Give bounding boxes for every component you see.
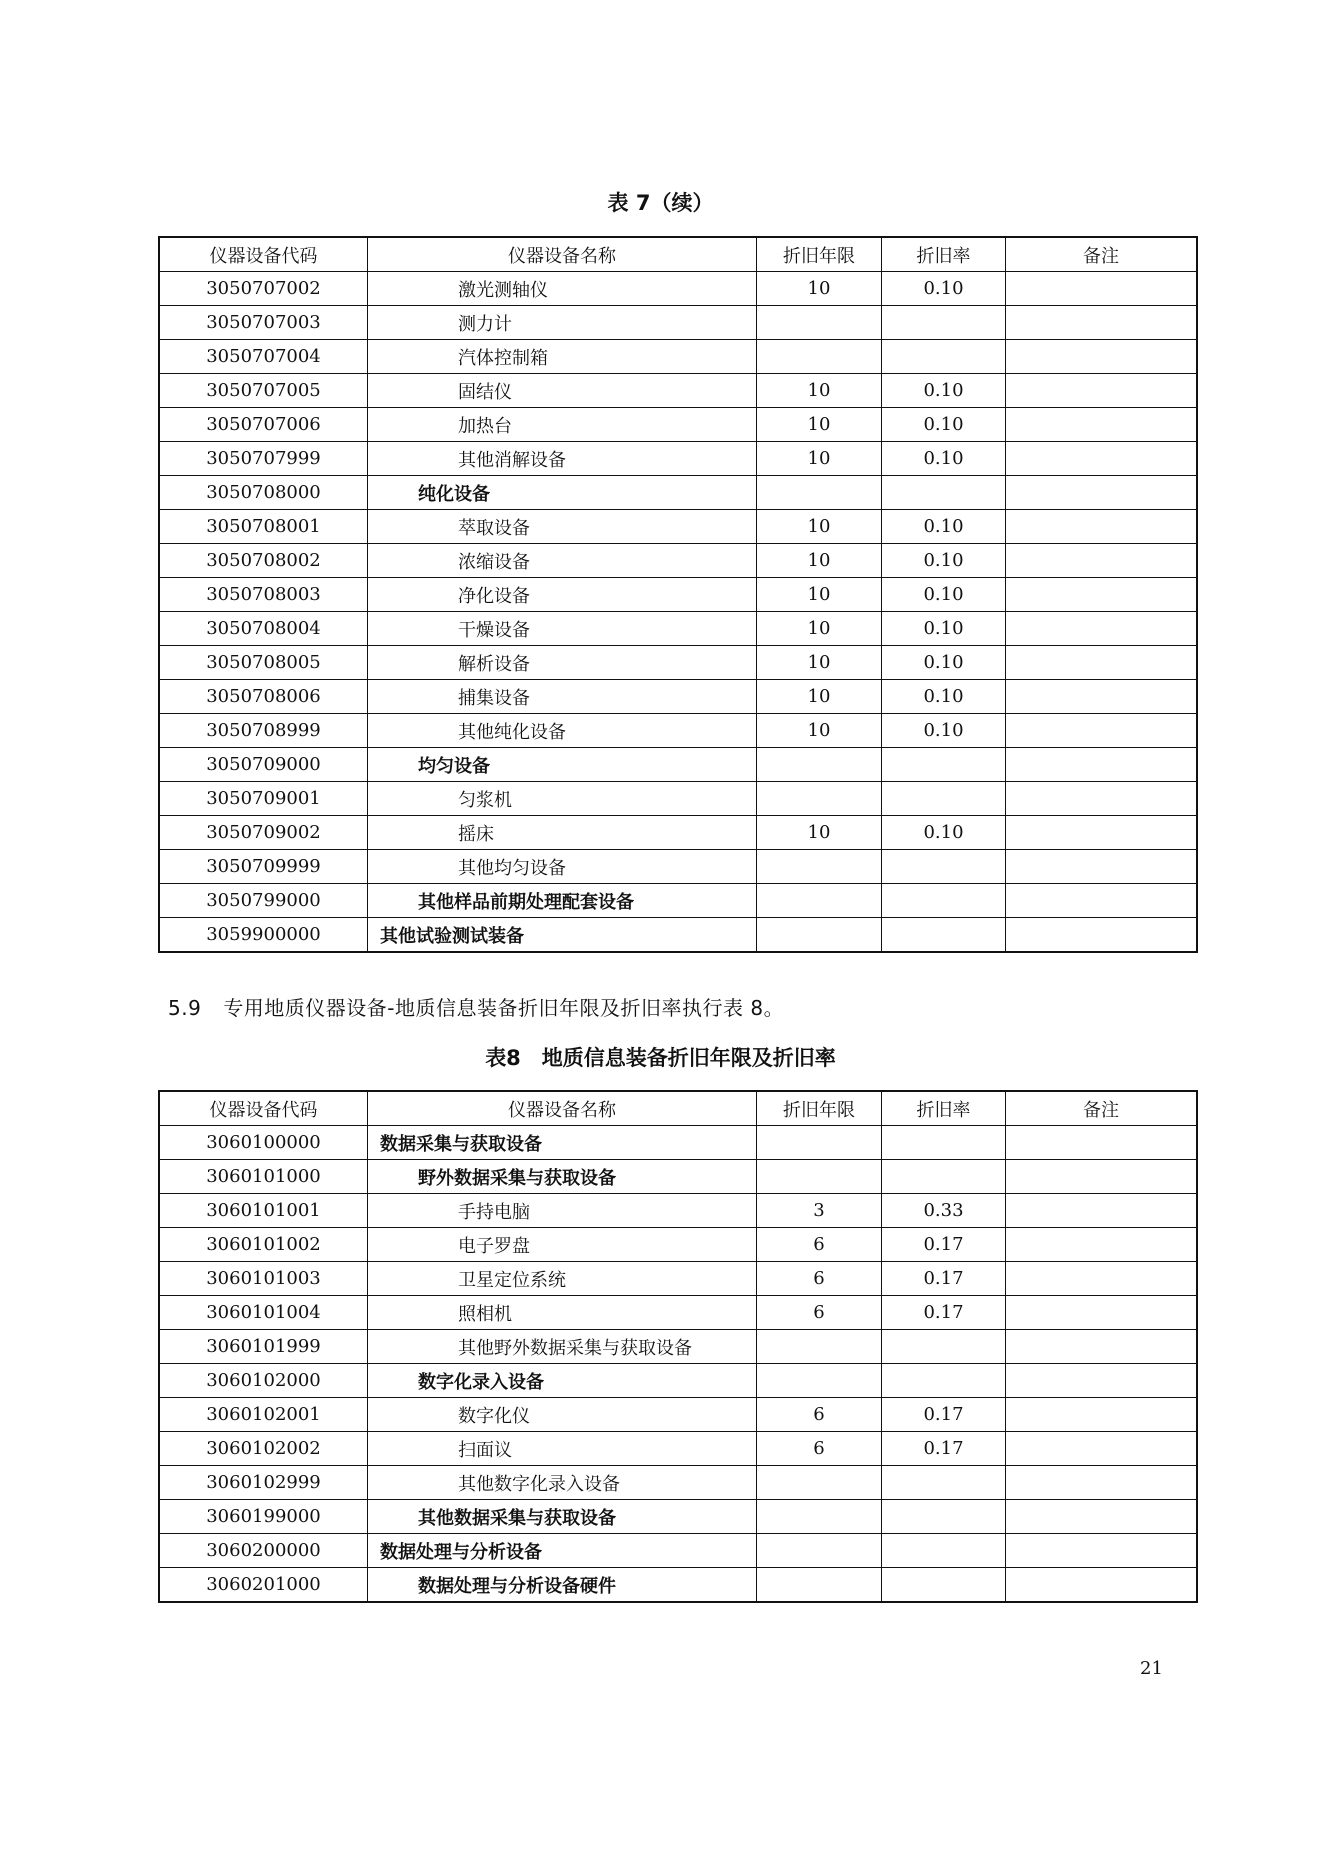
- cell-rate: 0.17: [882, 1398, 1006, 1432]
- cell-code: 3060201000: [159, 1568, 368, 1603]
- header-years: 折旧年限: [757, 237, 882, 272]
- table-row: [159, 782, 1197, 816]
- cell-rate: [882, 1568, 1006, 1603]
- cell-note: [1006, 1194, 1198, 1228]
- cell-years: 10: [757, 578, 882, 612]
- header-rate: 折旧率: [882, 237, 1006, 272]
- cell-years: 10: [757, 442, 882, 476]
- cell-note: [1006, 918, 1198, 953]
- cell-years: 10: [757, 408, 882, 442]
- cell-rate: [882, 1126, 1006, 1160]
- cell-rate: [882, 782, 1006, 816]
- cell-name: 汽体控制箱: [368, 340, 757, 374]
- cell-rate: 0.10: [882, 510, 1006, 544]
- table-row: [159, 816, 1197, 850]
- table-row: [159, 340, 1197, 374]
- cell-note: [1006, 1126, 1198, 1160]
- cell-name: 其他消解设备: [368, 442, 757, 476]
- cell-name: 测力计: [368, 306, 757, 340]
- table7-title: 表 7（续）: [607, 191, 714, 215]
- cell-name: 数据处理与分析设备: [368, 1534, 757, 1568]
- cell-rate: [882, 1466, 1006, 1500]
- cell-code: 3060102001: [159, 1398, 368, 1432]
- cell-name: 数字化仪: [368, 1398, 757, 1432]
- cell-note: [1006, 1568, 1198, 1603]
- cell-years: [757, 306, 882, 340]
- cell-code: 3050707006: [159, 408, 368, 442]
- header-code: 仪器设备代码: [159, 1091, 368, 1126]
- cell-years: [757, 748, 882, 782]
- cell-rate: [882, 748, 1006, 782]
- cell-rate: [882, 918, 1006, 953]
- header-note: 备注: [1006, 1091, 1198, 1126]
- cell-name: 扫面议: [368, 1432, 757, 1466]
- cell-note: [1006, 646, 1198, 680]
- cell-rate: 0.17: [882, 1228, 1006, 1262]
- cell-note: [1006, 476, 1198, 510]
- table-row: [159, 1194, 1197, 1228]
- cell-code: 3050708999: [159, 714, 368, 748]
- table-row: [159, 306, 1197, 340]
- cell-note: [1006, 1534, 1198, 1568]
- cell-years: 10: [757, 816, 882, 850]
- cell-code: 3050799000: [159, 884, 368, 918]
- cell-rate: 0.17: [882, 1432, 1006, 1466]
- cell-code: 3050707002: [159, 272, 368, 306]
- cell-years: [757, 340, 882, 374]
- page-number: 21: [1140, 1658, 1163, 1679]
- cell-years: [757, 1568, 882, 1603]
- table-row: [159, 1432, 1197, 1466]
- table-row: [159, 442, 1197, 476]
- cell-rate: 0.17: [882, 1296, 1006, 1330]
- cell-code: 3060199000: [159, 1500, 368, 1534]
- cell-years: [757, 1160, 882, 1194]
- table-row: [159, 1500, 1197, 1534]
- cell-code: 3060101000: [159, 1160, 368, 1194]
- cell-rate: [882, 1330, 1006, 1364]
- cell-name: 纯化设备: [368, 476, 757, 510]
- cell-rate: [882, 476, 1006, 510]
- cell-rate: 0.10: [882, 442, 1006, 476]
- cell-rate: [882, 1160, 1006, 1194]
- cell-name: 其他野外数据采集与获取设备: [368, 1330, 757, 1364]
- table-row: [159, 850, 1197, 884]
- cell-name: 干燥设备: [368, 612, 757, 646]
- cell-note: [1006, 442, 1198, 476]
- table-row: [159, 680, 1197, 714]
- cell-code: 3060102000: [159, 1364, 368, 1398]
- cell-note: [1006, 782, 1198, 816]
- cell-name: 照相机: [368, 1296, 757, 1330]
- cell-rate: 0.10: [882, 408, 1006, 442]
- cell-code: 3050708006: [159, 680, 368, 714]
- cell-code: 3060101003: [159, 1262, 368, 1296]
- table-row: [159, 1262, 1197, 1296]
- cell-code: 3050708002: [159, 544, 368, 578]
- cell-code: 3050707999: [159, 442, 368, 476]
- cell-rate: 0.10: [882, 272, 1006, 306]
- cell-note: [1006, 1296, 1198, 1330]
- cell-rate: [882, 340, 1006, 374]
- cell-code: 3050707004: [159, 340, 368, 374]
- section-number: 5.9: [168, 996, 202, 1020]
- cell-years: [757, 1534, 882, 1568]
- table-row: [159, 476, 1197, 510]
- cell-rate: [882, 1500, 1006, 1534]
- cell-years: [757, 1364, 882, 1398]
- cell-note: [1006, 1500, 1198, 1534]
- table8: [158, 1090, 1198, 1603]
- cell-name: 野外数据采集与获取设备: [368, 1160, 757, 1194]
- cell-name: 其他纯化设备: [368, 714, 757, 748]
- cell-name: 数字化录入设备: [368, 1364, 757, 1398]
- cell-years: [757, 476, 882, 510]
- cell-note: [1006, 306, 1198, 340]
- cell-code: 3050708001: [159, 510, 368, 544]
- table-row: [159, 1160, 1197, 1194]
- cell-years: 6: [757, 1228, 882, 1262]
- cell-rate: 0.10: [882, 646, 1006, 680]
- table7: [158, 236, 1198, 953]
- cell-note: [1006, 272, 1198, 306]
- cell-years: [757, 782, 882, 816]
- table-row: [159, 646, 1197, 680]
- cell-note: [1006, 408, 1198, 442]
- cell-years: 10: [757, 272, 882, 306]
- cell-years: 10: [757, 510, 882, 544]
- cell-note: [1006, 850, 1198, 884]
- cell-rate: 0.10: [882, 544, 1006, 578]
- cell-name: 其他数字化录入设备: [368, 1466, 757, 1500]
- cell-years: 10: [757, 374, 882, 408]
- cell-note: [1006, 680, 1198, 714]
- cell-years: 6: [757, 1262, 882, 1296]
- cell-years: 6: [757, 1398, 882, 1432]
- cell-name: 其他试验测试装备: [368, 918, 757, 953]
- cell-note: [1006, 714, 1198, 748]
- cell-name: 捕集设备: [368, 680, 757, 714]
- cell-name: 手持电脑: [368, 1194, 757, 1228]
- cell-rate: 0.10: [882, 578, 1006, 612]
- cell-note: [1006, 1330, 1198, 1364]
- table-row: [159, 1568, 1197, 1603]
- table8-body: [159, 1126, 1197, 1603]
- cell-rate: 0.17: [882, 1262, 1006, 1296]
- table-row: [159, 1296, 1197, 1330]
- cell-code: 3050709999: [159, 850, 368, 884]
- cell-years: [757, 884, 882, 918]
- table-row: [159, 1466, 1197, 1500]
- cell-rate: 0.10: [882, 714, 1006, 748]
- cell-note: [1006, 1398, 1198, 1432]
- cell-rate: [882, 884, 1006, 918]
- table8-header-row: [159, 1091, 1197, 1126]
- cell-name: 数据处理与分析设备硬件: [368, 1568, 757, 1603]
- cell-name: 其他样品前期处理配套设备: [368, 884, 757, 918]
- table8-title: 表8 地质信息装备折旧年限及折旧率: [485, 1046, 836, 1070]
- cell-name: 解析设备: [368, 646, 757, 680]
- table-row: [159, 1228, 1197, 1262]
- section-text: 专用地质仪器设备-地质信息装备折旧年限及折旧率执行表 8。: [223, 996, 785, 1020]
- cell-name: 激光测轴仪: [368, 272, 757, 306]
- cell-code: 3060102002: [159, 1432, 368, 1466]
- cell-name: 其他数据采集与获取设备: [368, 1500, 757, 1534]
- table-row: [159, 544, 1197, 578]
- section-paragraph: [168, 992, 784, 1021]
- cell-rate: 0.33: [882, 1194, 1006, 1228]
- cell-rate: [882, 850, 1006, 884]
- cell-note: [1006, 1432, 1198, 1466]
- cell-name: 均匀设备: [368, 748, 757, 782]
- cell-note: [1006, 612, 1198, 646]
- cell-name: 摇床: [368, 816, 757, 850]
- cell-name: 浓缩设备: [368, 544, 757, 578]
- cell-note: [1006, 1228, 1198, 1262]
- cell-years: 3: [757, 1194, 882, 1228]
- header-name: 仪器设备名称: [368, 1091, 757, 1126]
- table-row: [159, 748, 1197, 782]
- cell-years: 6: [757, 1432, 882, 1466]
- cell-code: 3060100000: [159, 1126, 368, 1160]
- cell-code: 3060101002: [159, 1228, 368, 1262]
- cell-rate: 0.10: [882, 680, 1006, 714]
- cell-code: 3060101001: [159, 1194, 368, 1228]
- table-row: [159, 1126, 1197, 1160]
- cell-code: 3059900000: [159, 918, 368, 953]
- cell-note: [1006, 816, 1198, 850]
- cell-years: [757, 918, 882, 953]
- cell-years: 10: [757, 714, 882, 748]
- cell-name: 电子罗盘: [368, 1228, 757, 1262]
- cell-years: [757, 1466, 882, 1500]
- cell-code: 3050708000: [159, 476, 368, 510]
- table-row: [159, 612, 1197, 646]
- table-row: [159, 510, 1197, 544]
- cell-years: [757, 1330, 882, 1364]
- header-note: 备注: [1006, 237, 1198, 272]
- cell-note: [1006, 374, 1198, 408]
- cell-note: [1006, 1262, 1198, 1296]
- cell-note: [1006, 748, 1198, 782]
- cell-note: [1006, 1364, 1198, 1398]
- table-row: [159, 714, 1197, 748]
- table7-body: [159, 272, 1197, 953]
- cell-rate: [882, 306, 1006, 340]
- cell-code: 3050708004: [159, 612, 368, 646]
- table-row: [159, 1364, 1197, 1398]
- cell-note: [1006, 544, 1198, 578]
- cell-note: [1006, 578, 1198, 612]
- table-row: [159, 1534, 1197, 1568]
- cell-code: 3050707003: [159, 306, 368, 340]
- header-name: 仪器设备名称: [368, 237, 757, 272]
- table-row: [159, 272, 1197, 306]
- cell-code: 3060200000: [159, 1534, 368, 1568]
- cell-name: 加热台: [368, 408, 757, 442]
- cell-code: 3060101004: [159, 1296, 368, 1330]
- cell-name: 固结仪: [368, 374, 757, 408]
- cell-name: 萃取设备: [368, 510, 757, 544]
- cell-code: 3060101999: [159, 1330, 368, 1364]
- cell-name: 其他均匀设备: [368, 850, 757, 884]
- table-row: [159, 1398, 1197, 1432]
- cell-name: 匀浆机: [368, 782, 757, 816]
- cell-rate: 0.10: [882, 816, 1006, 850]
- cell-code: 3050709002: [159, 816, 368, 850]
- cell-code: 3050709000: [159, 748, 368, 782]
- table-row: [159, 374, 1197, 408]
- cell-code: 3050709001: [159, 782, 368, 816]
- table-row: [159, 884, 1197, 918]
- cell-note: [1006, 1160, 1198, 1194]
- cell-note: [1006, 884, 1198, 918]
- header-code: 仪器设备代码: [159, 237, 368, 272]
- table-row: [159, 408, 1197, 442]
- table7-header-row: [159, 237, 1197, 272]
- cell-years: [757, 1500, 882, 1534]
- cell-years: [757, 850, 882, 884]
- table-row: [159, 578, 1197, 612]
- cell-note: [1006, 510, 1198, 544]
- cell-name: 净化设备: [368, 578, 757, 612]
- cell-note: [1006, 1466, 1198, 1500]
- header-rate: 折旧率: [882, 1091, 1006, 1126]
- cell-years: [757, 1126, 882, 1160]
- cell-rate: [882, 1534, 1006, 1568]
- table-row: [159, 918, 1197, 953]
- cell-rate: 0.10: [882, 374, 1006, 408]
- cell-years: 10: [757, 680, 882, 714]
- cell-years: 10: [757, 544, 882, 578]
- cell-rate: 0.10: [882, 612, 1006, 646]
- cell-years: 6: [757, 1296, 882, 1330]
- cell-code: 3050708003: [159, 578, 368, 612]
- cell-years: 10: [757, 612, 882, 646]
- table-row: [159, 1330, 1197, 1364]
- cell-name: 卫星定位系统: [368, 1262, 757, 1296]
- cell-years: 10: [757, 646, 882, 680]
- cell-code: 3060102999: [159, 1466, 368, 1500]
- cell-code: 3050708005: [159, 646, 368, 680]
- header-years: 折旧年限: [757, 1091, 882, 1126]
- cell-note: [1006, 340, 1198, 374]
- cell-rate: [882, 1364, 1006, 1398]
- cell-name: 数据采集与获取设备: [368, 1126, 757, 1160]
- cell-code: 3050707005: [159, 374, 368, 408]
